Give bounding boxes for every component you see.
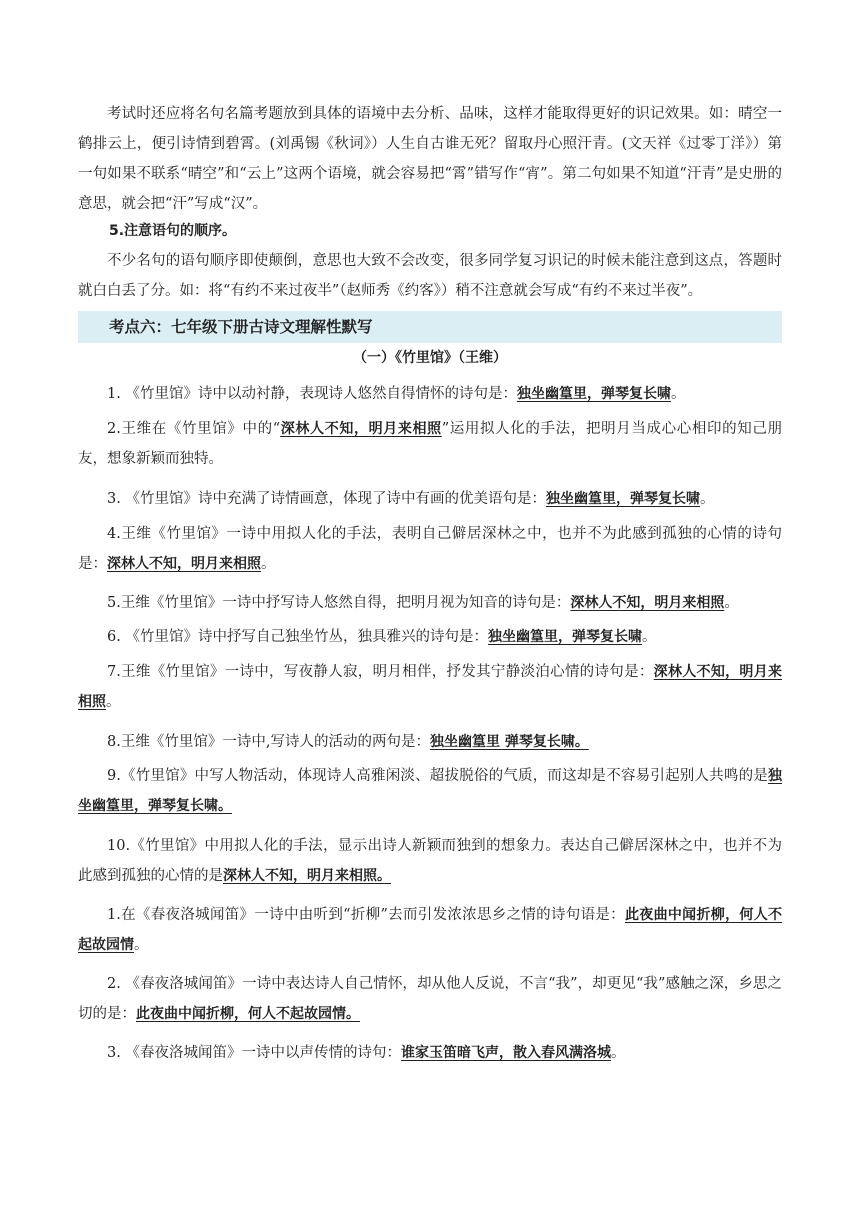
section-title-bar: 考点六：七年级下册古诗文理解性默写	[78, 311, 782, 343]
question-text: 2.王维在《竹里馆》中的“	[107, 421, 281, 437]
question-text: 1. 《竹里馆》诗中以动衬静，表现诗人悠然自得情怀的诗句是：	[107, 386, 517, 402]
list-item	[78, 657, 782, 717]
list-item	[78, 761, 782, 821]
answer-text: 独坐幽篁里，弹琴复长啸	[545, 491, 700, 507]
answer-text: 深林人不知，明月来相照	[280, 421, 442, 437]
answer-text: 此夜曲中闻折柳，何人不起故园情	[78, 907, 782, 953]
question-text: 1.在《春夜洛城闻笛》一诗中由听到“折柳”去而引发浓浓思乡之情的诗句语是：	[107, 907, 625, 923]
list-item	[78, 831, 782, 891]
list-item	[78, 414, 782, 474]
list-item	[78, 727, 782, 757]
list-item	[78, 969, 782, 1029]
answer-text: 独坐幽篁里，弹琴复长啸。	[78, 768, 782, 814]
answer-text: 独坐幽篁里，弹琴复长啸	[516, 386, 671, 402]
question-end: 。	[261, 556, 276, 572]
question-text: 4.王维《竹里馆》一诗中用拟人化的手法，表明自己僻居深林之中，也并不为此感到孤独的心情的诗句是：	[78, 526, 782, 572]
list-item	[78, 622, 782, 652]
intro-paragraph-order: 不少名句的语句顺序即使颠倒，意思也大致不会改变，很多同学复习识记的时候未能注意到这点，答题时就白白丢了分。如：将“有约不来过夜半”（赵师秀《约客》）稍不注意就会写成“有约不来过半夜”。	[78, 253, 782, 299]
question-text: 3. 《竹里馆》诗中充满了诗情画意，体现了诗中有画的优美语句是：	[107, 491, 546, 507]
question-end: 。	[610, 1045, 626, 1061]
question-end: 。	[134, 937, 149, 953]
question-text: 7.王维《竹里馆》一诗中，写夜静人寂，明月相伴，抒发其宁静淡泊心情的诗句是：	[107, 664, 654, 680]
poem-subtitle: （一）《竹里馆》（王维）	[353, 350, 507, 366]
question-text: 10.《竹里馆》中用拟人化的手法，显示出诗人新颖而独到的想象力。表达自己僻居深林之中，也并不为此感到孤独的心情的是	[78, 838, 782, 884]
question-end: 。	[670, 386, 686, 402]
answer-text: 深林人不知，明月来相照	[570, 595, 725, 611]
list-item	[78, 519, 782, 579]
list-item	[78, 588, 782, 618]
answer-text: 独坐幽篁里 弹琴复长啸。	[429, 734, 589, 750]
question-text: 8.王维《竹里馆》一诗中,写诗人的活动的两句是：	[107, 734, 430, 750]
question-text: 2. 《春夜洛城闻笛》一诗中表达诗人自己情怀，却从他人反说，不言“我”，却更见“我”感触之深，乡思之切的是：	[78, 976, 782, 1022]
question-end: 。	[724, 595, 739, 611]
answer-text: 深林人不知，明月来相照。	[223, 868, 391, 884]
answer-text: 深林人不知，明月来相照	[78, 664, 782, 710]
question-end: 。	[641, 629, 657, 645]
question-text: 6. 《竹里馆》诗中抒写自己独坐竹丛，独具雅兴的诗句是：	[107, 629, 488, 645]
answer-text: 深林人不知，明月来相照	[107, 556, 261, 572]
answer-text: 独坐幽篁里，弹琴复长啸	[487, 629, 642, 645]
question-end: 。	[106, 694, 121, 710]
question-text: 9.《竹里馆》中写人物活动，体现诗人高雅闲淡、超拔脱俗的气质，而这却是不容易引起别人共鸣的是	[107, 768, 768, 784]
question-text: 5.王维《竹里馆》一诗中抒写诗人悠然自得，把明月视为知音的诗句是：	[107, 595, 571, 611]
list-item	[78, 900, 782, 960]
intro-paragraph-context: 考试时还应将名句名篇考题放到具体的语境中去分析、品味，这样才能取得更好的识记效果。如：晴空一鹤排云上，便引诗情到碧霄。(刘禹锡《秋词》）人生自古谁无死？留取丹心照汗青。(文天祥《过零丁洋》）第一句如果不联系“晴空”和“云上”这两个语境，就会容易把“霄”错写作“宵”。第二句如果不知道“汗青”是史册的意思，就会把“汗”写成“汉”。	[78, 106, 782, 212]
answer-text: 谁家玉笛暗飞声，散入春风满洛城	[400, 1045, 611, 1061]
question-end: 。	[699, 491, 715, 507]
list-item	[78, 1038, 782, 1068]
point-5-heading: 5.注意语句的顺序。	[109, 223, 237, 239]
answer-text: 此夜曲中闻折柳，何人不起故园情。	[136, 1006, 360, 1022]
list-item	[78, 484, 782, 514]
question-text: 3. 《春夜洛城闻笛》一诗中以声传情的诗句：	[107, 1045, 401, 1061]
question-end: ”运用拟人化的手法，把明月当成心心相印的知己朋友，想象新颖而独特。	[78, 421, 782, 467]
list-item	[78, 379, 782, 409]
